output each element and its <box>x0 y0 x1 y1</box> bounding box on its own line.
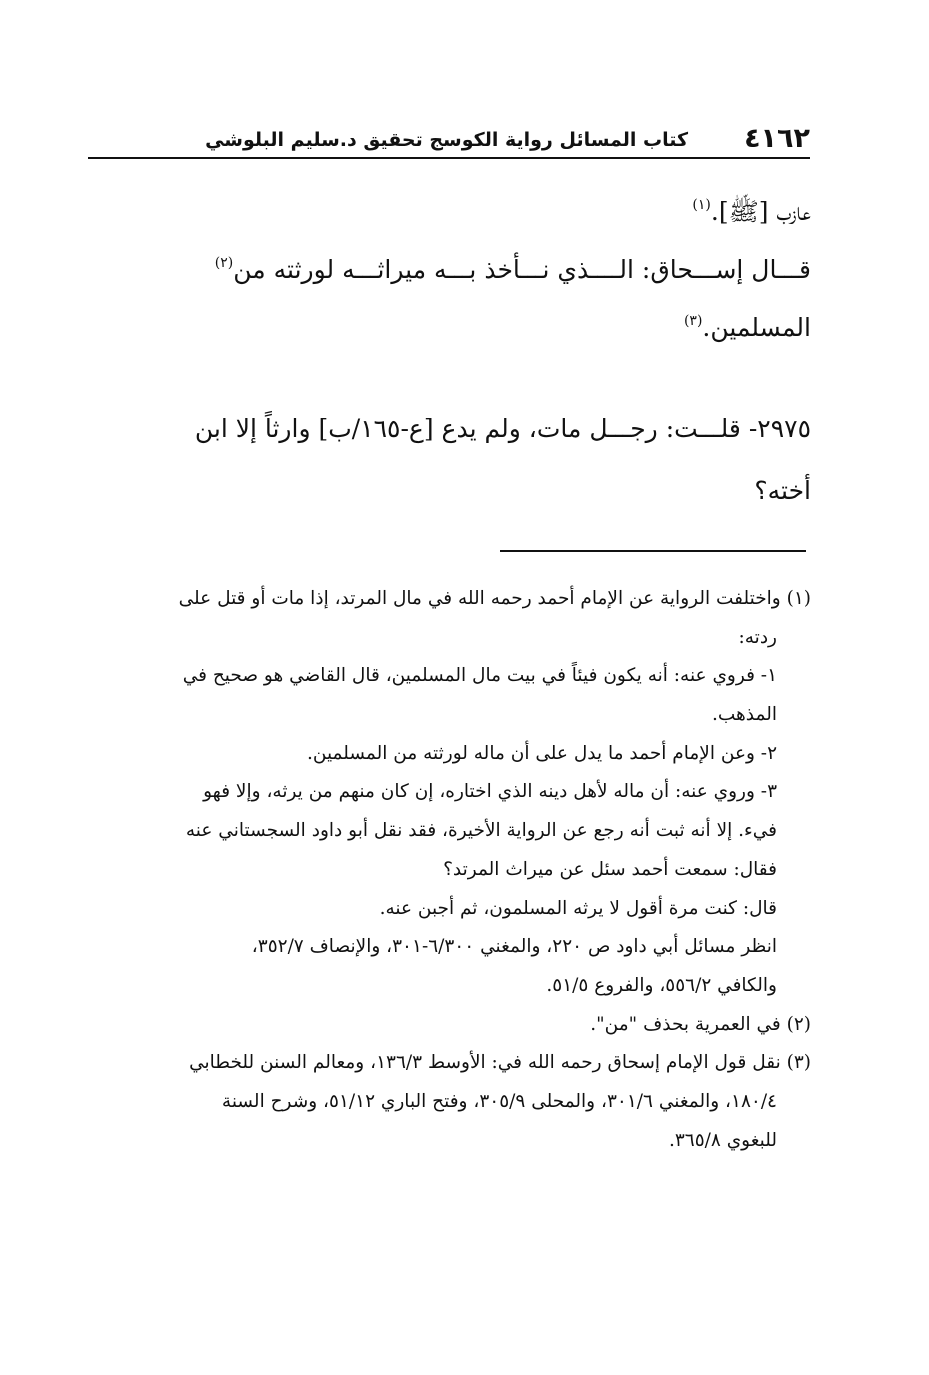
footnote-line: قال: كنت مرة أقول لا يرثه المسلمون، ثم أجبن عنه. <box>379 897 777 919</box>
footnote-line: (٢) في العمرية بحذف "من". <box>590 1013 811 1035</box>
page-number: ٤١٦٢ <box>744 123 810 154</box>
footnote-separator <box>500 550 806 552</box>
footnote-line: المذهب. <box>712 704 777 726</box>
footnote-ref-2: (٢) <box>214 255 234 271</box>
footnotes <box>88 580 811 1160</box>
footnote-line: (٣) نقل قول الإمام إسحاق رحمه الله في: الأوسط ١٣٦/٣، ومعالم السنن للخطابي <box>189 1052 811 1074</box>
main-text <box>88 183 811 357</box>
footnote-line: ٣- وروي عنه: أن ماله لأهل دينه الذي اختاره، إن كان منهم من يرثه، وإلا فهو <box>203 781 777 803</box>
main-line-3: المسلمين.$^{(٣)}$ <box>683 313 811 342</box>
footnote-line: (١) واختلفت الرواية عن الإمام أحمد رحمه الله في مال المرتد، إذا مات أو قتل على <box>178 588 811 609</box>
footnote-line: ٢- وعن الإمام أحمد ما يدل على أن ماله لورثته من المسلمين. <box>307 742 777 764</box>
footnote-line: ١٨٠/٤، والمغني ٣٠١/٦، والمحلى ٣٠٥/٩، وفتح الباري ٥١/١٢، وشرح السنة <box>221 1090 777 1112</box>
question-2975 <box>88 398 811 522</box>
book-title: كتاب المسائل رواية الكوسج تحقيق د.سليم البلوشي <box>205 129 689 151</box>
footnote-ref-3: (٣) <box>683 313 703 329</box>
footnote-line: ١- فروي عنه: أنه يكون فيئاً في بيت مال المسلمين، قال القاضي هو صحيح في <box>182 665 777 687</box>
footnote-line: للبغوي ٣٦٥/٨. <box>668 1129 777 1151</box>
main-line-2: قـــال إســـحاق: الــــذي نـــأخذ بـــه ميراثـــه لورثته من$^{(٢)}$ <box>214 255 811 284</box>
footnote-line: والكافي ٥٥٦/٢، والفروع ٥١/٥. <box>546 974 777 996</box>
question-line-2: أخته؟ <box>754 476 811 505</box>
footnote-ref-1: (١) <box>692 197 711 213</box>
footnote-line: فيء. إلا أنه ثبت أنه رجع عن الرواية الأخيرة، فقد نقل أبو داود السجستاني عنه <box>185 820 777 842</box>
main-line-1: عازب [ﷺ].$^{(١)}$ <box>692 197 811 226</box>
question-line-1: ٢٩٧٥- قلـــت: رجـــل مات، ولم يدع [ع-١٦٥/ب] وارثاً إلا ابن <box>194 414 811 443</box>
running-header <box>88 112 810 156</box>
footnote-line: فقال: سمعت أحمد سئل عن ميراث المرتد؟ <box>443 858 777 880</box>
header-rule <box>88 157 810 159</box>
footnote-line: ردته: <box>738 626 777 648</box>
footnote-line: انظر مسائل أبي داود ص ٢٢٠، والمغني ٦/٣٠٠-٣٠١، والإنصاف ٣٥٢/٧، <box>251 936 777 958</box>
